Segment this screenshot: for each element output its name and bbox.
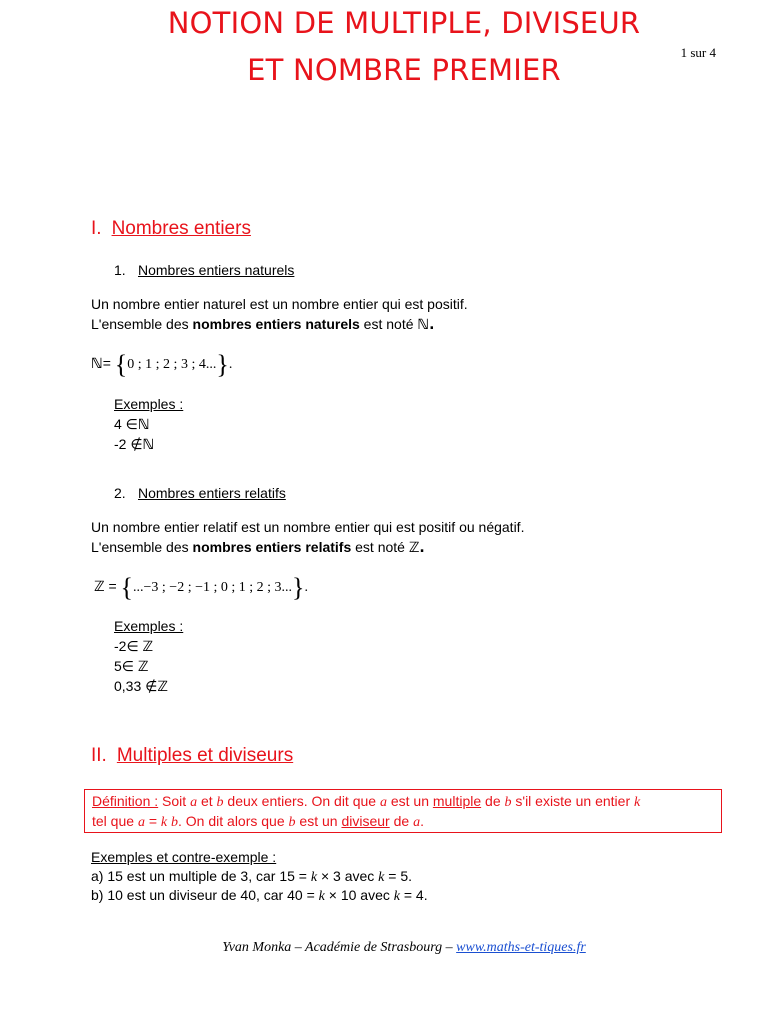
naturels-definition-line-2 [91,315,434,335]
naturels-examples-label: Exemples : [114,396,184,412]
var-a: a [413,815,421,830]
naturels-set-name: ℕ [91,356,103,372]
left-brace: { [114,350,128,379]
document-title [0,0,768,94]
relatifs-examples-label: Exemples : [114,618,184,634]
naturels-set-content: 0 ; 1 ; 2 ; 3 ; 4... [127,357,217,372]
relatifs-example-3-value: 0,33 ∉ [114,678,158,694]
right-brace: } [216,350,229,379]
section-2-number: II. [91,745,107,766]
var-k: k [634,795,641,810]
naturels-set-symbol: ℕ. [417,317,435,333]
relatifs-example-3 [114,676,168,697]
naturels-text-mid: est noté [359,316,418,332]
var-b: b [288,815,296,830]
relatifs-definition-line-1: Un nombre entier relatif est un nombre entier qui est positif ou négatif. [91,519,525,535]
example-a-text: × 3 avec [317,868,379,884]
relatifs-example-1-set: ℤ [142,639,154,655]
relatifs-bold-term: nombres entiers relatifs [192,539,352,555]
definition-text: deux entiers. On dit que [223,793,380,809]
naturels-example-1 [114,414,150,435]
footer-author: Yvan Monka – Académie de Strasbourg – [222,940,457,955]
relatifs-example-2-value: 5∈ [114,658,138,674]
term-multiple: multiple [432,793,482,809]
var-k: k [160,815,168,830]
section-1-title: Nombres entiers [111,218,251,239]
definition-box [84,789,722,833]
naturels-text-pre: L'ensemble des [91,316,193,332]
section-2-title: Multiples et diviseurs [116,745,294,766]
relatifs-set-end: . [304,580,309,595]
naturels-bold-term: nombres entiers naturels [192,316,360,332]
naturels-example-1-value: 4 ∈ [114,416,138,432]
example-a-text: = 5. [384,868,413,884]
page-number: 1 sur 4 [680,45,716,60]
definition-text: tel que [92,813,138,829]
naturels-example-2-value: -2 ∉ [114,436,143,452]
definition-line-1 [92,792,640,812]
definition-text: est un [295,813,342,829]
relatifs-text-mid: est noté [351,539,409,555]
subsection-1-title: Nombres entiers naturels [138,262,295,278]
title-line-2: ET NOMBRE PREMIER [247,53,561,87]
naturels-example-2 [114,434,154,455]
relatifs-example-1-value: -2∈ [114,638,143,654]
relatifs-set-name: ℤ [94,579,105,595]
relatifs-text-pre: L'ensemble des [91,539,193,555]
definition-line-2 [92,812,424,832]
term-diviseur: diviseur [341,813,390,829]
multiples-examples-label: Exemples et contre-exemple : [91,849,277,865]
subsection-1-number: 1. [114,262,126,278]
var-k: k [378,870,385,885]
definition-text: de [481,793,505,809]
subsection-1-heading [114,262,294,278]
var-a: a [137,815,145,830]
subsection-2-number: 2. [114,485,126,501]
section-2-heading [91,745,293,767]
footer [0,940,768,956]
var-b: b [216,795,224,810]
naturels-example-2-set: ℕ [142,437,155,453]
multiples-example-b [91,886,428,906]
definition-text: est un [386,793,433,809]
var-k: k [318,889,325,904]
example-b-text: × 10 avec [324,887,394,903]
relatifs-example-1 [114,636,153,657]
left-brace: { [120,573,134,602]
multiples-example-a [91,867,412,887]
naturels-set-equals: = [102,355,115,371]
naturels-set-end: . [228,357,233,372]
var-b: b [171,815,179,830]
subsection-2-title: Nombres entiers relatifs [138,485,286,501]
var-a: a [190,795,198,810]
relatifs-set-definition [94,573,308,603]
definition-text: Soit [158,793,191,809]
definition-text: . On dit alors que [178,813,289,829]
definition-text: = [144,813,161,829]
section-1-number: I. [91,218,102,239]
var-b: b [504,795,512,810]
example-b-text: b) 10 est un diviseur de 40, car 40 = [91,887,319,903]
naturels-set-definition [91,350,232,380]
relatifs-set-symbol: ℤ. [408,540,425,556]
definition-text: de [389,813,414,829]
relatifs-example-2 [114,656,148,677]
example-b-text: = 4. [399,887,428,903]
naturels-example-1-set: ℕ [137,417,150,433]
example-a-text: a) 15 est un multiple de 3, car 15 = [91,868,311,884]
relatifs-definition-line-2 [91,538,425,558]
naturels-definition-line-1: Un nombre entier naturel est un nombre entier qui est positif. [91,296,468,312]
right-brace: } [292,573,305,602]
relatifs-set-content: ...−3 ; −2 ; −1 ; 0 ; 1 ; 2 ; 3... [133,580,293,595]
definition-text: s'il existe un entier [511,793,635,809]
var-k: k [310,870,318,885]
footer-website-link[interactable]: www.maths-et-tiques.fr [456,940,586,955]
relatifs-set-equals: = [104,578,121,594]
title-line-1: NOTION DE MULTIPLE, DIVISEUR [167,6,641,40]
definition-text: et [197,793,217,809]
subsection-2-heading [114,485,286,501]
var-k: k [393,889,400,904]
var-a: a [379,795,387,810]
definition-label: Définition : [92,793,159,809]
relatifs-example-3-set: ℤ [157,679,168,695]
relatifs-example-2-set: ℤ [137,659,149,675]
section-1-heading [91,218,251,240]
definition-text: . [420,813,424,829]
